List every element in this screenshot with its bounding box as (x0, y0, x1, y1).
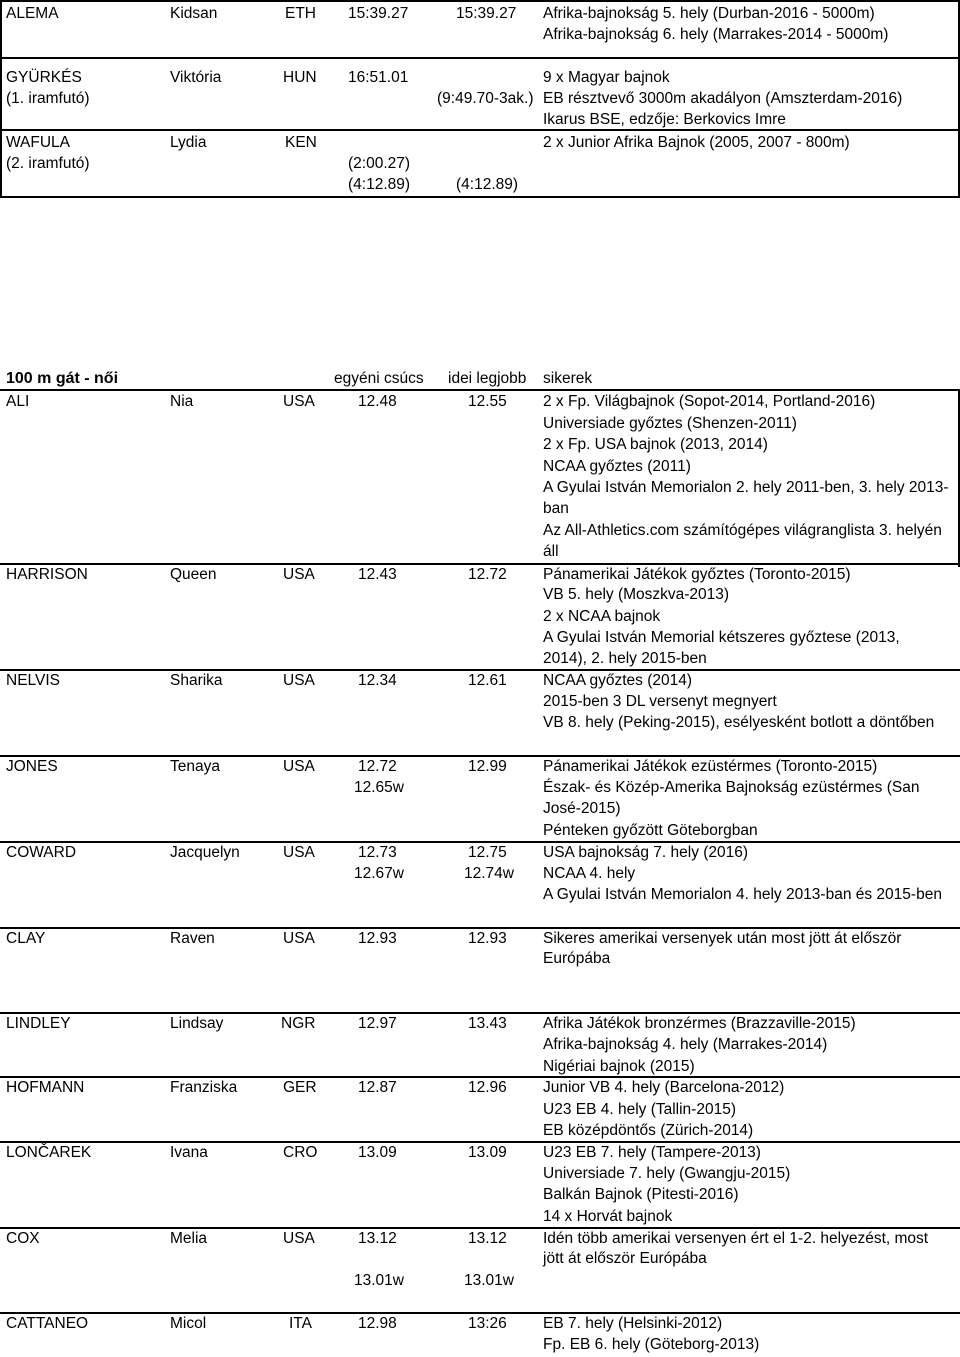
achievement-line: 2014), 2. hely 2015-ben (543, 650, 707, 667)
athlete-nationality: ITA (289, 1315, 312, 1332)
personal-best-secondary: (4:12.89) (348, 176, 411, 193)
athlete-surname: WAFULA (6, 134, 71, 151)
personal-best: 12.97 (358, 1015, 397, 1032)
achievement-line: USA bajnokság 7. hely (2016) (543, 844, 749, 861)
athlete-nationality: KEN (285, 134, 317, 151)
athlete-first-name: Kidsan (170, 5, 218, 22)
personal-best: 15:39.27 (348, 5, 409, 22)
athlete-surname: NELVIS (6, 672, 60, 689)
achievement-line: Nigériai bajnok (2015) (543, 1058, 695, 1075)
athlete-surname: COWARD (6, 844, 77, 861)
achievement-line: 14 x Horvát bajnok (543, 1208, 673, 1225)
personal-best: (2:00.27) (348, 155, 411, 172)
column-header-achievements: sikerek (543, 370, 593, 387)
season-best: 12.72 (468, 566, 507, 583)
personal-best: 12.98 (358, 1315, 397, 1332)
achievement-line: jött át először Európába (543, 1250, 707, 1267)
athlete-first-name: Melia (170, 1230, 208, 1247)
achievement-line: VB 5. hely (Moszkva-2013) (543, 586, 730, 603)
athlete-surname: COX (6, 1230, 40, 1247)
achievement-line: Az All-Athletics.com számítógépes világranglista 3. helyén (543, 522, 942, 539)
athlete-surname: LONČAREK (6, 1144, 92, 1161)
athlete-first-name: Ivana (170, 1144, 208, 1161)
achievement-line: Afrika-bajnokság 6. hely (Marrakes-2014 - 5000m) (543, 26, 889, 43)
athlete-nationality: USA (283, 844, 315, 861)
athlete-first-name: Sharika (170, 672, 223, 689)
achievement-line: Afrika Játékok bronzérmes (Brazzaville-2015) (543, 1015, 856, 1032)
athlete-first-name: Tenaya (170, 758, 220, 775)
athlete-nationality: USA (283, 758, 315, 775)
achievement-line: NCAA győztes (2014) (543, 672, 693, 689)
achievement-line: NCAA 4. hely (543, 865, 636, 882)
season-best: 12.61 (468, 672, 507, 689)
achievement-line: Balkán Bajnok (Pitesti-2016) (543, 1186, 739, 1203)
achievement-line: Fp. EB 6. hely (Göteborg-2013) (543, 1336, 760, 1353)
athlete-first-name: Queen (170, 566, 217, 583)
personal-best: 12.34 (358, 672, 397, 689)
personal-best: 12.93 (358, 930, 397, 947)
athlete-surname: HOFMANN (6, 1079, 85, 1096)
achievement-line: 9 x Magyar bajnok (543, 69, 670, 86)
personal-best: 16:51.01 (348, 69, 409, 86)
table-border-left (0, 0, 2, 198)
season-best: 12.55 (468, 393, 507, 410)
table-row-divider (0, 129, 960, 131)
achievement-line: Európába (543, 950, 611, 967)
table-border-top (0, 0, 960, 2)
achievement-line: A Gyulai István Memorial kétszeres győztese (2013, (543, 629, 900, 646)
season-best: (4:12.89) (456, 176, 519, 193)
achievement-line: EB résztvevő 3000m akadályon (Amszterdam-2016) (543, 90, 903, 107)
achievement-line: José-2015) (543, 800, 621, 817)
season-best: 13.43 (468, 1015, 507, 1032)
athlete-surname: LINDLEY (6, 1015, 71, 1032)
season-best: 15:39.27 (456, 5, 517, 22)
personal-best: 12.43 (358, 566, 397, 583)
season-best-wind: 12.74w (464, 865, 514, 882)
athlete-nationality: HUN (283, 69, 317, 86)
achievement-line: U23 EB 4. hely (Tallin-2015) (543, 1101, 736, 1118)
achievement-line: Universiade győztes (Shenzen-2011) (543, 415, 797, 432)
season-best: (9:49.70-3ak.) (437, 90, 534, 107)
personal-best: 12.48 (358, 393, 397, 410)
athlete-role: (1. iramfutó) (6, 90, 90, 107)
athlete-nationality: ETH (285, 5, 316, 22)
table-row-divider (0, 57, 960, 59)
achievement-line: A Gyulai István Memorialon 2. hely 2011-ben, 3. hely 2013- (543, 479, 949, 496)
athlete-nationality: USA (283, 393, 315, 410)
season-best: 12.96 (468, 1079, 507, 1096)
achievement-line: Észak- és Közép-Amerika Bajnokság ezüstérmes (San (543, 779, 920, 796)
achievement-line: U23 EB 7. hely (Tampere-2013) (543, 1144, 761, 1161)
athlete-nationality: USA (283, 1230, 315, 1247)
achievement-line: Universiade 7. hely (Gwangju-2015) (543, 1165, 791, 1182)
athlete-surname: GYÜRKÉS (6, 69, 82, 86)
achievement-line: Sikeres amerikai versenyek után most jött át először (543, 930, 902, 947)
personal-best: 12.72 (358, 758, 397, 775)
achievement-line: ban (543, 500, 569, 517)
athlete-first-name: Micol (170, 1315, 207, 1332)
personal-best-wind: 12.67w (354, 865, 404, 882)
achievement-line: Idén több amerikai versenyen ért el 1-2. helyezést, most (543, 1230, 929, 1247)
athlete-surname: CLAY (6, 930, 46, 947)
achievement-line: NCAA győztes (2011) (543, 458, 691, 475)
personal-best: 13.12 (358, 1230, 397, 1247)
athlete-first-name: Nia (170, 393, 194, 410)
personal-best: 12.73 (358, 844, 397, 861)
season-best: 13.09 (468, 1144, 507, 1161)
athlete-first-name: Raven (170, 930, 215, 947)
athlete-nationality: USA (283, 672, 315, 689)
achievement-line: 2 x Fp. Világbajnok (Sopot-2014, Portland-2016) (543, 393, 876, 410)
table-border-bottom (0, 196, 960, 198)
achievement-line: Afrika-bajnokság 4. hely (Marrakes-2014) (543, 1036, 828, 1053)
achievement-line: 2 x Fp. USA bajnok (2013, 2014) (543, 436, 768, 453)
achievement-line: 2 x NCAA bajnok (543, 608, 661, 625)
athlete-surname: HARRISON (6, 566, 88, 583)
achievement-line: Ikarus BSE, edzője: Berkovics Imre (543, 111, 786, 128)
achievement-line: Pánamerikai Játékok győztes (Toronto-2015) (543, 566, 851, 583)
athlete-surname: ALEMA (6, 5, 59, 22)
athlete-first-name: Franziska (170, 1079, 238, 1096)
achievement-line: Junior VB 4. hely (Barcelona-2012) (543, 1079, 785, 1096)
personal-best-wind: 12.65w (354, 779, 404, 796)
achievement-line: 2 x Junior Afrika Bajnok (2005, 2007 - 800m) (543, 134, 850, 151)
athlete-role: (2. iramfutó) (6, 155, 90, 172)
achievement-line: Afrika-bajnokság 5. hely (Durban-2016 - 5000m) (543, 5, 875, 22)
column-header-personal-best: egyéni csúcs (334, 370, 424, 387)
achievement-line: EB 7. hely (Helsinki-2012) (543, 1315, 723, 1332)
season-best: 13.12 (468, 1230, 507, 1247)
season-best: 12.75 (468, 844, 507, 861)
achievement-line: A Gyulai István Memorialon 4. hely 2013-ban és 2015-ben (543, 886, 942, 903)
column-header-season-best: idei legjobb (448, 370, 527, 387)
personal-best: 13.09 (358, 1144, 397, 1161)
athlete-surname: ALI (6, 393, 30, 410)
athlete-nationality: GER (283, 1079, 317, 1096)
athlete-first-name: Lindsay (170, 1015, 224, 1032)
athlete-first-name: Lydia (170, 134, 207, 151)
athlete-nationality: USA (283, 930, 315, 947)
athlete-surname: CATTANEO (6, 1315, 89, 1332)
season-best: 12.99 (468, 758, 507, 775)
athlete-nationality: CRO (283, 1144, 318, 1161)
athlete-first-name: Jacquelyn (170, 844, 240, 861)
season-best: 12.93 (468, 930, 507, 947)
achievement-line: Pánamerikai Játékok ezüstérmes (Toronto-2015) (543, 758, 878, 775)
athlete-first-name: Viktória (170, 69, 222, 86)
athlete-nationality: NGR (281, 1015, 316, 1032)
athlete-nationality: USA (283, 566, 315, 583)
athlete-surname: JONES (6, 758, 58, 775)
achievement-line: Pénteken győzött Göteborgban (543, 822, 758, 839)
achievement-line: áll (543, 543, 559, 560)
achievement-line: EB középdöntős (Zürich-2014) (543, 1122, 754, 1139)
season-best: 13:26 (468, 1315, 507, 1332)
section-title: 100 m gát - női (6, 370, 119, 387)
achievement-line: 2015-ben 3 DL versenyt megnyert (543, 693, 777, 710)
season-best-wind: 13.01w (464, 1272, 514, 1289)
personal-best-wind: 13.01w (354, 1272, 404, 1289)
achievement-line: VB 8. hely (Peking-2015), esélyesként botlott a döntőben (543, 714, 935, 731)
personal-best: 12.87 (358, 1079, 397, 1096)
